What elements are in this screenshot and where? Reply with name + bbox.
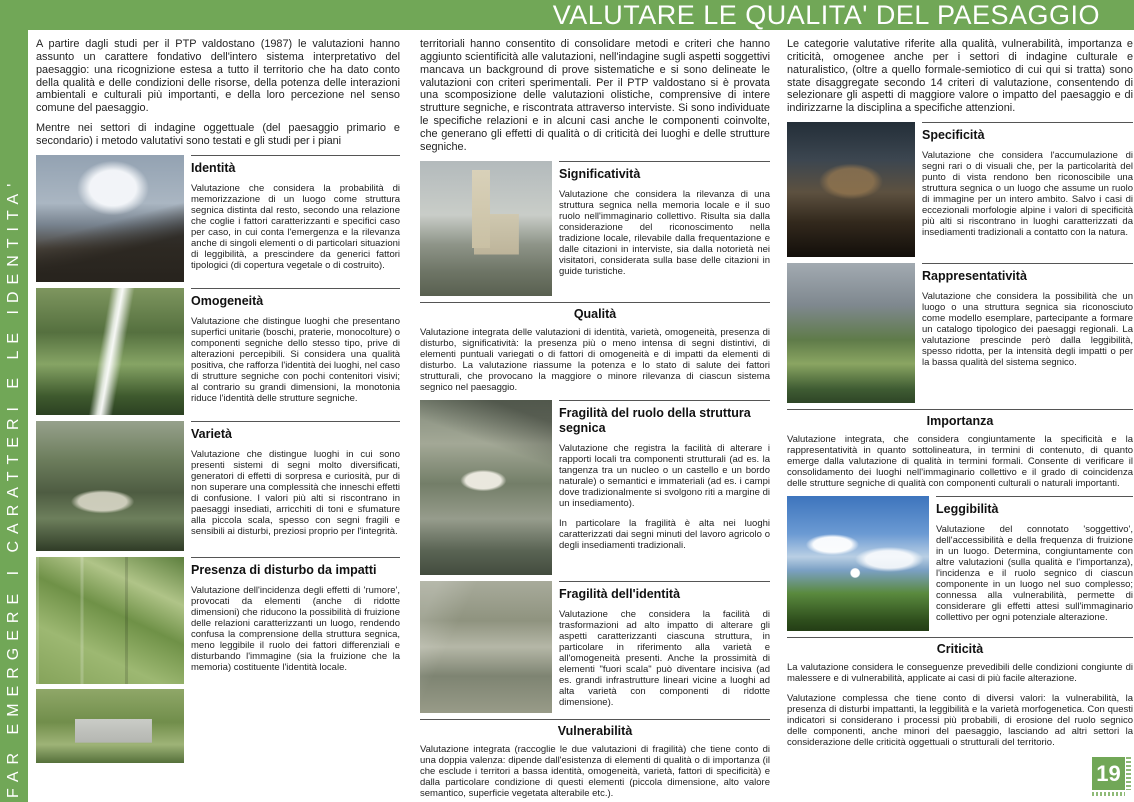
- photo-disturbo-fields: [36, 557, 184, 684]
- section-vulnerabilita: [420, 719, 770, 799]
- section-disturbo: [36, 557, 400, 763]
- section-title: Significatività: [559, 161, 770, 182]
- section-fragilita-ruolo: [420, 400, 770, 575]
- section-criticita: [787, 637, 1133, 748]
- section-title: Specificità: [922, 122, 1133, 143]
- intro-paragraph: Mentre nei settori di indagine oggettuale (del paesaggio primario e secondario) i metodo valutativi sono testati e gli studi per i piani: [36, 122, 400, 148]
- section-significativita: [420, 161, 770, 296]
- section-body: Valutazione dell'incidenza degli effetti di 'rumore', provocati da elementi (anche di ridotte dimensioni) che riducono la possibilità di fruizione delle relazioni caratterizzanti un luogo, rendendo confusa la comprensione della struttura segnica, meno leggibile il ruolo dei fattori differenziali e disturbando l'immagine (sia la fruizione che la memoria) costituente l'identità locale.: [191, 584, 400, 673]
- section-identita: [36, 155, 400, 282]
- column-middle: [420, 38, 770, 802]
- section-title: Criticità: [936, 642, 984, 657]
- section-qualita: [420, 302, 770, 393]
- section-body: Valutazione che considera l'accumulazione di segni rari o di visuali che, per la particolarità del punto di vista rendono ben riconoscibile una struttura segnica o un luogo che assume un ruolo di immagine per un intero ambito. Salvo i casi di eccezionali morfologie alpine i valori di specificità più alti si riscontrano in luoghi caratterizzati da insediamenti tradizionali a contatto con la natura.: [922, 150, 1133, 239]
- photo-leggibilita-hill: [787, 496, 929, 631]
- intro-paragraph: Le categorie valutative riferite alla qualità, vulnerabilità, importanza e criticità, omogenee anche per i settori di indagine culturale e naturalistico, (oltre a quello formale-semiotico di cui qui si tratta) sono state disaggregate secondo 14 criteri di valutazione, consentendo di selezionare gli aspetti di maggiore valore o impatto del paesaggio e di indirizzarne la disciplina a specifiche attenzioni.: [787, 38, 1133, 115]
- section-title: Fragilità del ruolo della struttura segnica: [559, 400, 770, 436]
- photo-significativita-church: [420, 161, 552, 296]
- section-specificita: [787, 122, 1133, 257]
- section-omogeneita: [36, 288, 400, 415]
- micro-caption-horizontal: [1092, 792, 1125, 796]
- section-leggibilita: [787, 496, 1133, 631]
- section-body: Valutazione che registra la facilità di alterare i rapporti locali tra componenti strutturali (ad es. la tangenza tra un nucleo o un castello e un bordo naturale) o semantici e immateriali (ad es. i campi dove tradizionalmente si svolgono riti a margine di un insediamento).: [559, 442, 770, 509]
- photo-omogeneita-valley: [36, 288, 184, 415]
- section-body: Valutazione che considera la possibilità che un luogo o una struttura segnica sia riconosciuto come modello esemplare, partecipante a formare un catalogo tipologico dei paesaggi regionali. La valutazione prescinde però dalla leggibilità, spesso ridotta, per la intensità degli impatti o per la bassa qualità del sistema segnico.: [922, 291, 1133, 369]
- title-band: [0, 0, 1134, 30]
- section-body: Valutazione integrata (raccoglie le due valutazioni di fragilità) che tiene conto di una doppia valenza: dipende dall'esistenza di elementi di qualità o di importanza (il che esclude i territori a bassa identità, omogeneità, varietà, fattori di specificità) e dalla particolare condizione di questi elementi (piccola dimensione, alto valore semantico, superficie vegetata alterabile etc.).: [420, 743, 770, 799]
- section-body: Valutazione che considera la facilità di trasformazioni ad alto impatto di alterare gli aspetti caratterizzanti ciascuna struttura, in particolare in riferimento alla varietà e all'omogeneità presenti. Anche la prossimità di elementi "fuori scala" può diventare incisiva (ad es. grandi infrastrutture lineari vicine a luoghi ad alta varietà con componenti di ridotte dimensione).: [559, 608, 770, 708]
- section-body: La valutazione considera le conseguenze prevedibili delle condizioni congiunte di malessere e di vulnerabilità, applicate ai casi di più facile alterazione.: [787, 662, 1133, 685]
- section-title: Importanza: [926, 414, 994, 429]
- section-title: Identità: [191, 155, 400, 176]
- section-title: Leggibilità: [936, 496, 1133, 517]
- section-body: Valutazione integrata, che considera congiuntamente la specificità e la rappresentatività in quanto sottolineatura, in termini di contenuto, di quanto emerge dalla valutazione di qualità in termini formali. Consente di verificare il consolidamento dei luoghi nell'immaginario collettivo e il grado di coincidenza delle strutture segniche di qualità con componenti culturali o naturali importanti.: [787, 434, 1133, 490]
- photo-fragilita-identita-aerial: [420, 581, 552, 713]
- photo-varieta-village: [36, 421, 184, 551]
- photo-rappresentativita-terraces: [787, 263, 915, 403]
- section-title: Varietà: [191, 421, 400, 442]
- column-right: [787, 38, 1133, 755]
- photo-fragilita-ruolo-hillside: [420, 400, 552, 575]
- page-title: VALUTARE LE QUALITA' DEL PAESAGGIO: [552, 0, 1100, 30]
- section-varieta: [36, 421, 400, 551]
- section-body: Valutazione che considera la probabilità di memorizzazione di un luogo come struttura segnica distinta dal resto, secondo una relazione che coglie i fattori caratterizzanti e specifici caso per caso, in cui conta l'emergenza e la rilevanza anche di singoli elementi o di particolari situazioni di leggibilità, a prescindere da generici fattori tipologici (di copertura vegetale o di costruito).: [191, 182, 400, 271]
- section-title: Fragilità dell'identità: [559, 581, 770, 602]
- column-left: [36, 38, 400, 769]
- intro-paragraph: A partire dagli studi per il PTP valdostano (1987) le valutazioni hanno assunto un carattere fondativo dell'intero sistema interpretativo del paesaggio: una ricognizione estesa a tutto il territorio che ha dato conto della qualità e delle condizioni delle risorse, della potenza delle interazioni ambientali e culturali più importanti, e della loro percezione nel senso comune del paesaggio.: [36, 38, 400, 115]
- section-body: Valutazione integrata delle valutazioni di identità, varietà, omogeneità, presenza di disturbo, significatività: la presenza più o meno intensa di segni distintivi, di elementi puntuali variegati o di fattori di omogeneità e di impatti da elementi di disturbo. La valutazione riassume la potenza e lo stato di salute dei fattori strutturali, che provocano la maggiore o minore rilevanza di ciascun sistema segnico nel paesaggio.: [420, 326, 770, 393]
- section-body: In particolare la fragilità è alta nei luoghi caratterizzati dai segni minuti del lavoro agricolo o degli insediamenti tradizionali.: [559, 517, 770, 551]
- intro-paragraph: territoriali hanno consentito di consolidare metodi e criteri che hanno aggiunto scientificità alle valutazioni, nell'indagine sugli aspetti soggettivi mancava un background di prove sistematiche e si sono delineate le valutazioni con criteri sperimentali. Per il PTP valdostano si è provata una scomposizione delle valutazioni olistiche, comprensive di intere strutture segniche, e riscontrata attraverso interviste. Si sono individuate le specifiche relazioni e in alcuni casi anche le componenti coinvolte, che generano gli effetti di qualità o di criticità dei luoghi e delle strutture segniche.: [420, 38, 770, 153]
- section-fragilita-identita: [420, 581, 770, 713]
- photo-disturbo-industrial: [36, 689, 184, 763]
- micro-caption-vertical: [1126, 757, 1131, 790]
- section-title: Vulnerabilità: [557, 723, 633, 738]
- section-body: Valutazione che distingue luoghi in cui sono presenti sistemi di segni molto diversificati, generatori di effetti di sorpresa e curiosità, pur di non superare una complessità che inneschi effetti di confusione. I valori più alti si riscontrano in paesaggi insediati, arricchiti di toni e sfumature alla piccola scala, spesso con segni fragili e sensibili ai disturbi, preziosi proprio per l'integrità.: [191, 448, 400, 537]
- page-number-badge: [1092, 757, 1125, 790]
- section-rappresentativita: [787, 263, 1133, 403]
- section-body: Valutazione complessa che tiene conto di diversi valori: la vulnerabilità, la presenza di disturbi impattanti, la leggibilità e la varietà morfogenetica. Con questi indicatori si considerano i processi più probabili, di erosione del ruolo segnico delle componenti, anche minori del paesaggio, lasciando ad altri settori la considerazione delle criticità oggettuali o strutturali del territorio.: [787, 693, 1133, 749]
- section-title: Qualità: [573, 306, 617, 321]
- section-body: Valutazione del connotato 'soggettivo', dell'accessibilità e della frequenza di fruizione in un luogo. Determina, congiuntamente con altre valutazioni (sulla qualità e l'importanza), l'incidenza e il ruolo segnico di ciascun componente in un luogo nel suo complesso; connessa alla vulnerabilità, permette di considerare gli effetti attesi sull'immaginario collettivo per ogni potenziale alterazione.: [936, 524, 1133, 624]
- section-importanza: [787, 409, 1133, 489]
- page-number: 19: [1096, 760, 1121, 786]
- section-title: Omogeneità: [191, 288, 400, 309]
- section-body: Valutazione che considera la rilevanza di una struttura segnica nella memoria locale e il suo ruolo nell'immaginario collettivo. Risulta sia dalla considerazione del riconoscimento nella tradizione locale, rilevabile dalla frequentazione e dalle citazioni in interviste, sia dalla notorietà nei visitatori, considerata sulla base delle citazioni in guide turistiche.: [559, 188, 770, 277]
- section-title: Presenza di disturbo da impatti: [191, 557, 400, 578]
- photo-identita-mountain: [36, 155, 184, 282]
- photo-specificita-castle: [787, 122, 915, 257]
- sidebar-vertical-text: FAR EMERGERE I CARATTERI E LE IDENTITA': [5, 176, 22, 798]
- section-body: Valutazione che distingue luoghi che presentano superfici unitarie (boschi, praterie, monocolture) o componenti segniche dello stesso tipo, prive di alterazioni percepibili. Si considera una qualità positiva, che rafforza l'identità dei luoghi, nel caso di strutture segniche con pochi contenitori visivi; al contrario su grandi dimensioni, la monotonia riduce l'identità delle strutture segniche.: [191, 315, 400, 404]
- section-title: Rappresentatività: [922, 263, 1133, 284]
- sidebar-band: [0, 30, 28, 802]
